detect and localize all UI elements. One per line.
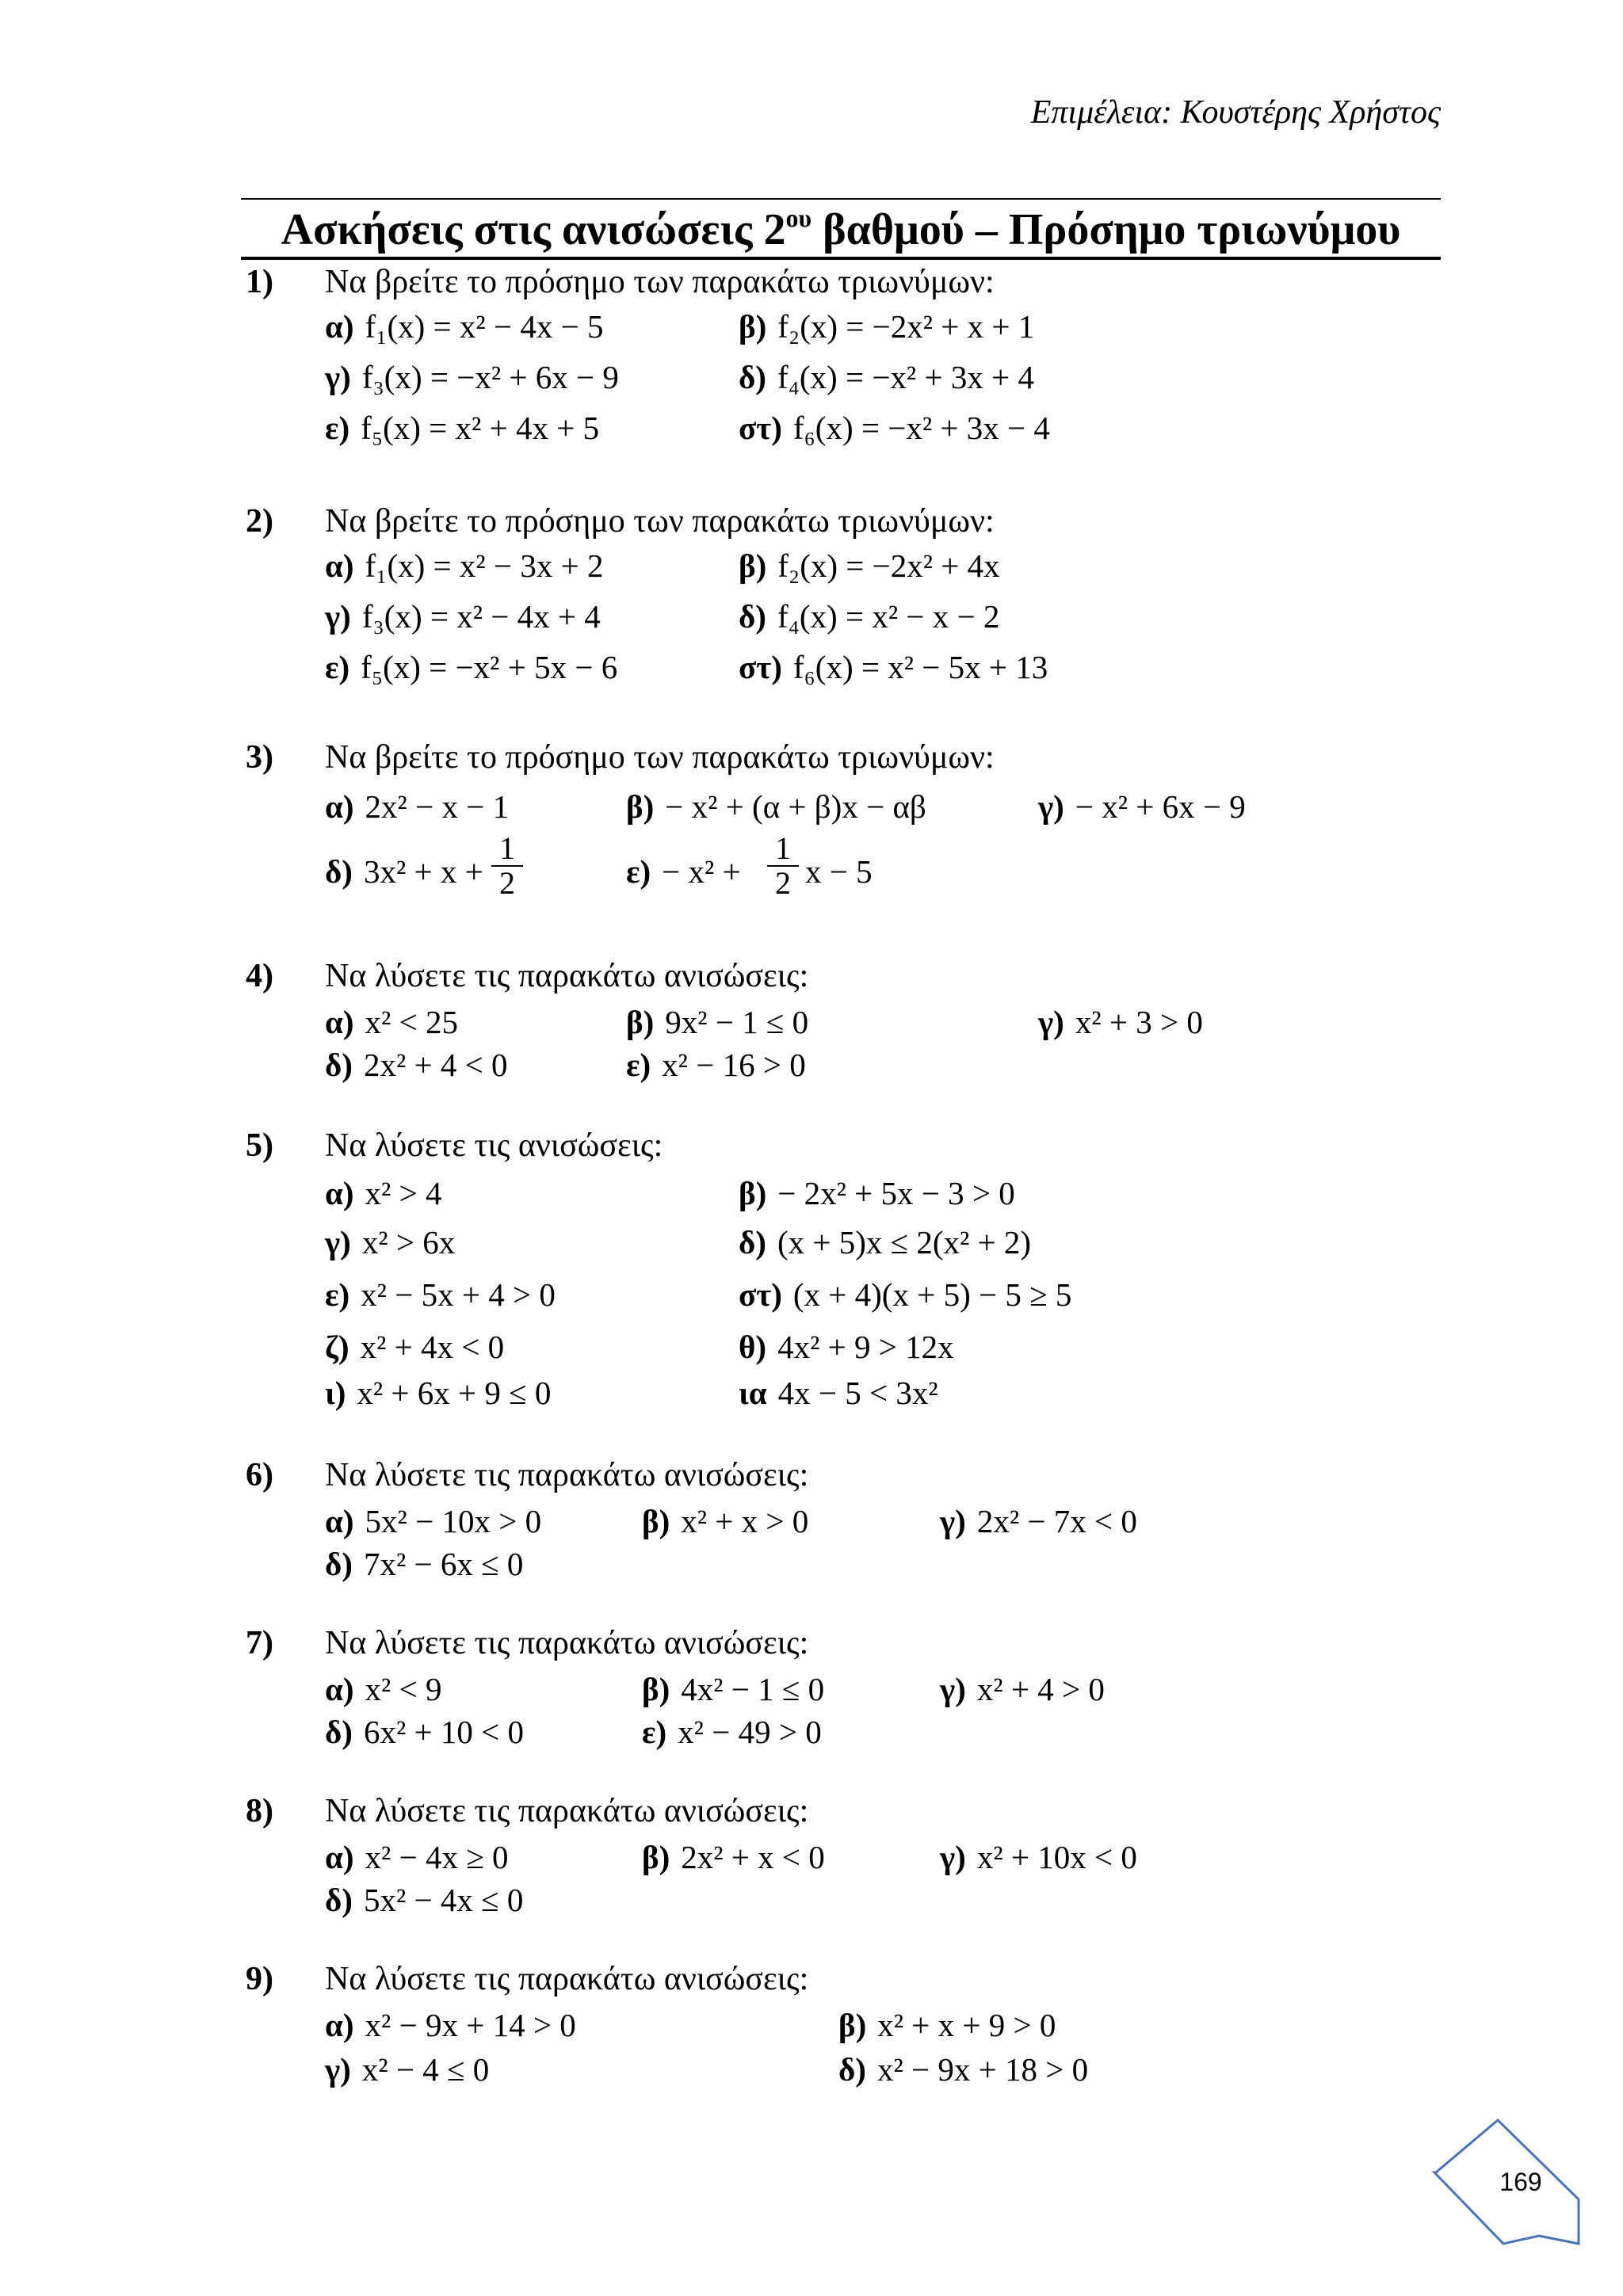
exercise-1-item-b [739, 304, 1034, 349]
exercise-5-item-e [325, 1272, 556, 1317]
exercise-2-item-b [739, 543, 1000, 588]
exercise-9-item-d [838, 2047, 1088, 2092]
exercise-3-item-e [626, 849, 741, 894]
fraction-denominator: 2 [499, 865, 515, 901]
exercise-5-prompt: Να λύσετε τις ανισώσεις: [325, 1127, 663, 1164]
exercise-2-item-c [325, 594, 601, 639]
item-label: α) [325, 1839, 354, 1875]
item-expression: f₁(x) = x² − 4x − 5 [365, 308, 604, 345]
exercise-9-item-c [325, 2047, 489, 2092]
item-label: β) [642, 1503, 670, 1539]
item-expression: 2x² − 7x < 0 [976, 1503, 1137, 1539]
exercise-8-item-b [642, 1835, 825, 1879]
item-expression: 6x² + 10 < 0 [363, 1714, 524, 1750]
exercise-5-item-i [325, 1371, 551, 1415]
item-label: δ) [325, 1714, 353, 1750]
item-label: δ) [325, 1546, 353, 1582]
item-label: γ) [325, 2051, 351, 2088]
page-title [241, 203, 1441, 257]
exercise-5-item-b [739, 1171, 1015, 1215]
item-label: α) [325, 1503, 354, 1539]
title-superscript: ου [785, 204, 812, 232]
item-expression: f₂(x) = −2x² + 4x [777, 547, 1000, 584]
item-expression: 3x² + x + [363, 853, 483, 890]
title-main: Ασκήσεις στις ανισώσεις 2 [281, 205, 786, 254]
item-label: α) [325, 308, 354, 345]
exercise-4-item-d [325, 1043, 507, 1087]
exercise-5-item-a [325, 1171, 441, 1215]
item-expression: − x² + (α + β)x − αβ [665, 788, 926, 825]
fraction-numerator: 1 [767, 832, 799, 867]
item-label: στ) [739, 410, 782, 446]
item-expression: − x² + 6x − 9 [1075, 788, 1246, 825]
exercise-2-number: 2) [246, 503, 273, 540]
item-label: α) [325, 1671, 354, 1707]
exercise-6-item-d [325, 1542, 523, 1586]
exercise-9-item-a [325, 2003, 576, 2047]
item-label: ε) [325, 649, 350, 685]
exercise-3-item-c [1038, 784, 1246, 829]
exercise-1-item-c [325, 355, 619, 399]
item-label: α) [325, 1004, 354, 1040]
item-label: γ) [940, 1839, 966, 1875]
exercise-7-item-a [325, 1667, 441, 1711]
item-label: α) [325, 1175, 354, 1211]
item-expression: f₃(x) = x² − 4x + 4 [361, 598, 601, 635]
item-expression: 2x² + 4 < 0 [363, 1047, 508, 1083]
exercise-3-prompt: Να βρείτε το πρόσημο των παρακάτω τριωνύμων: [325, 739, 995, 776]
item-label: ζ) [325, 1329, 349, 1365]
item-label: στ) [739, 1276, 782, 1313]
item-label: ε) [325, 1276, 350, 1313]
exercise-6-prompt: Να λύσετε τις παρακάτω ανισώσεις: [325, 1457, 809, 1493]
item-expression: − x² + [662, 853, 741, 890]
item-expression: x² > 6x [361, 1224, 456, 1261]
item-expression: x² + x > 0 [681, 1503, 809, 1539]
header-author: Επιμέλεια: Κουστέρης Χρήστος [1030, 94, 1441, 131]
item-label: γ) [940, 1503, 966, 1539]
item-expression: f₆(x) = −x² + 3x − 4 [792, 410, 1050, 446]
item-expression: x² < 25 [365, 1004, 458, 1040]
item-label: γ) [325, 359, 351, 395]
item-label: ια [739, 1375, 767, 1411]
item-label: β) [739, 547, 767, 584]
exercise-9-number: 9) [246, 1961, 273, 1997]
exercise-8-prompt: Να λύσετε τις παρακάτω ανισώσεις: [325, 1793, 809, 1829]
exercise-5-item-c [325, 1220, 455, 1264]
exercise-9-item-b [838, 2003, 1056, 2047]
item-expression: (x + 4)(x + 5) − 5 ≥ 5 [792, 1276, 1072, 1313]
exercise-7-number: 7) [246, 1625, 273, 1661]
exercise-5-item-st [739, 1272, 1071, 1317]
item-expression: x² + 4x < 0 [360, 1329, 505, 1365]
fraction-numerator: 1 [491, 832, 523, 867]
exercise-8-item-c [940, 1835, 1137, 1879]
exercise-6-number: 6) [246, 1457, 273, 1493]
item-label: δ) [325, 1047, 353, 1083]
item-expression: x² < 9 [365, 1671, 442, 1707]
exercise-3-item-d [325, 849, 483, 894]
item-label: γ) [940, 1671, 966, 1707]
item-expression: f₄(x) = −x² + 3x + 4 [777, 359, 1034, 395]
title-rule-top [241, 198, 1441, 200]
item-expression: x² − 4x ≥ 0 [365, 1839, 509, 1875]
item-label: β) [626, 1004, 655, 1040]
item-label: στ) [739, 649, 782, 685]
item-label: δ) [325, 853, 353, 890]
item-expression: (x + 5)x ≤ 2(x² + 2) [777, 1224, 1032, 1261]
exercise-7-prompt: Να λύσετε τις παρακάτω ανισώσεις: [325, 1625, 809, 1661]
item-label: θ) [739, 1329, 767, 1365]
item-expression: f₁(x) = x² − 3x + 2 [365, 547, 604, 584]
item-expression: x² + 6x + 9 ≤ 0 [357, 1375, 552, 1411]
exercise-1-prompt: Να βρείτε το πρόσημο των παρακάτω τριωνύμων: [325, 264, 995, 300]
item-expression: 9x² − 1 ≤ 0 [665, 1004, 809, 1040]
exercise-2-item-st [739, 645, 1048, 689]
item-label: γ) [325, 598, 351, 635]
item-expression: x² > 4 [365, 1175, 442, 1211]
item-expression: f₄(x) = x² − x − 2 [777, 598, 1000, 635]
exercise-2-item-a [325, 543, 603, 588]
item-expression: x² − 4 ≤ 0 [361, 2051, 490, 2088]
exercise-3-e-tail [805, 849, 873, 894]
item-expression: f₃(x) = −x² + 6x − 9 [361, 359, 619, 395]
exercise-4-number: 4) [246, 958, 273, 994]
item-expression: 2x² + x < 0 [681, 1839, 825, 1875]
item-expression: 4x − 5 < 3x² [777, 1375, 938, 1411]
item-expression: x² − 16 > 0 [662, 1047, 806, 1083]
item-label: β) [739, 308, 767, 345]
item-expression: x² + x + 9 > 0 [877, 2007, 1056, 2043]
exercise-5-item-ia [739, 1371, 938, 1415]
exercise-7-item-c [940, 1667, 1105, 1711]
item-expression: x² + 10x < 0 [976, 1839, 1137, 1875]
item-expression: x² − 9x + 18 > 0 [876, 2051, 1089, 2088]
exercise-4-item-c [1038, 1000, 1203, 1044]
exercise-7-item-e [642, 1710, 822, 1754]
exercise-1-item-d [739, 355, 1034, 399]
exercise-4-item-b [626, 1000, 808, 1044]
item-label: β) [739, 1175, 767, 1211]
item-label: α) [325, 788, 354, 825]
item-expression: f₅(x) = x² + 4x + 5 [361, 410, 600, 446]
exercise-4-prompt: Να λύσετε τις παρακάτω ανισώσεις: [325, 958, 809, 994]
exercise-3-e-fraction [767, 832, 799, 900]
title-rest: βαθμού – Πρόσημο τριωνύμου [812, 205, 1401, 254]
item-expression: f₆(x) = x² − 5x + 13 [792, 649, 1048, 685]
exercise-3-item-a [325, 784, 509, 829]
exercise-3-number: 3) [246, 739, 273, 776]
exercise-6-item-c [940, 1499, 1137, 1543]
item-expression: x − 5 [805, 853, 873, 890]
item-label: ε) [626, 1047, 651, 1083]
item-label: δ) [325, 1882, 353, 1918]
item-expression: x² + 3 > 0 [1075, 1004, 1203, 1040]
exercise-1-number: 1) [246, 264, 273, 300]
item-label: α) [325, 547, 354, 584]
exercise-6-item-b [642, 1499, 808, 1543]
item-label: δ) [739, 359, 766, 395]
exercise-5-item-th [739, 1325, 954, 1369]
exercise-3-d-fraction [491, 832, 523, 900]
item-expression: x² − 9x + 14 > 0 [365, 2007, 576, 2043]
exercise-8-number: 8) [246, 1793, 273, 1829]
item-expression: x² − 49 > 0 [678, 1714, 822, 1750]
exercise-8-item-d [325, 1878, 523, 1922]
item-label: δ) [739, 598, 766, 635]
exercise-3-item-b [626, 784, 926, 829]
item-expression: 2x² − x − 1 [365, 788, 510, 825]
item-expression: − 2x² + 5x − 3 > 0 [777, 1175, 1015, 1211]
item-expression: x² − 5x + 4 > 0 [361, 1276, 556, 1313]
exercise-1-item-st [739, 406, 1050, 450]
item-expression: x² + 4 > 0 [976, 1671, 1105, 1707]
exercise-2-prompt: Να βρείτε το πρόσημο των παρακάτω τριωνύμων: [325, 503, 995, 540]
item-expression: 5x² − 4x ≤ 0 [363, 1882, 524, 1918]
item-label: β) [642, 1671, 670, 1707]
item-label: α) [325, 2007, 354, 2043]
item-label: β) [626, 788, 655, 825]
item-label: δ) [739, 1224, 766, 1261]
exercise-4-item-e [626, 1043, 806, 1087]
exercise-9-prompt: Να λύσετε τις παρακάτω ανισώσεις: [325, 1961, 809, 1997]
exercise-2-item-d [739, 594, 999, 639]
item-label: β) [838, 2007, 867, 2043]
item-label: γ) [1038, 788, 1064, 825]
item-label: ε) [325, 410, 350, 446]
exercise-6-item-a [325, 1499, 541, 1543]
fraction-denominator: 2 [775, 865, 791, 901]
exercise-2-item-e [325, 645, 617, 689]
exercise-5-item-z [325, 1325, 504, 1369]
exercise-1-item-e [325, 406, 599, 450]
item-label: β) [642, 1839, 670, 1875]
exercise-4-item-a [325, 1000, 458, 1044]
item-label: γ) [1038, 1004, 1064, 1040]
item-expression: 4x² + 9 > 12x [777, 1329, 954, 1365]
item-label: ι) [325, 1375, 346, 1411]
item-label: δ) [838, 2051, 866, 2088]
item-expression: f₂(x) = −2x² + x + 1 [777, 308, 1035, 345]
item-expression: 4x² − 1 ≤ 0 [681, 1671, 825, 1707]
exercise-7-item-d [325, 1710, 524, 1754]
exercise-7-item-b [642, 1667, 824, 1711]
item-expression: 5x² − 10x > 0 [365, 1503, 542, 1539]
item-label: ε) [642, 1714, 667, 1750]
exercise-5-number: 5) [246, 1127, 273, 1164]
item-expression: f₅(x) = −x² + 5x − 6 [361, 649, 618, 685]
item-label: ε) [626, 853, 651, 890]
exercise-5-item-d [739, 1220, 1031, 1264]
exercise-1-item-a [325, 304, 603, 349]
item-expression: 7x² − 6x ≤ 0 [363, 1546, 524, 1582]
item-label: γ) [325, 1224, 351, 1261]
page-number: 169 [1499, 2168, 1542, 2196]
exercise-8-item-a [325, 1835, 508, 1879]
